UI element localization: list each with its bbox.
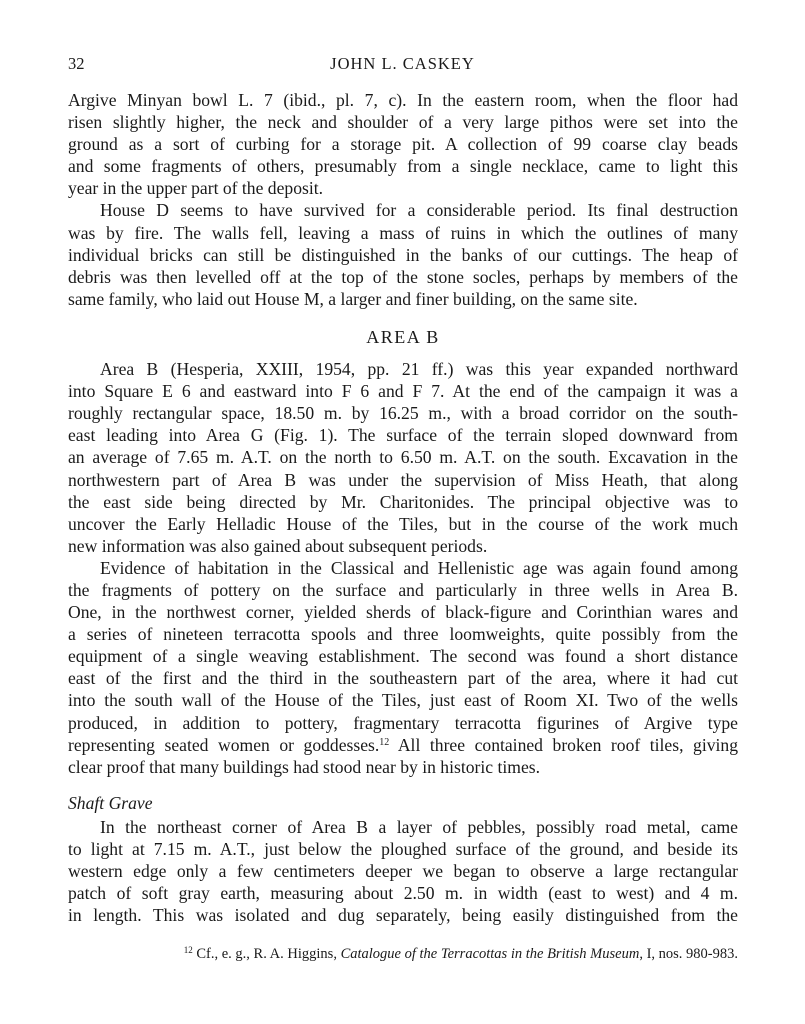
paragraph	[68, 358, 738, 557]
text-line: in length. This was isolated and dug separately, being easily distinguished from the	[68, 905, 738, 926]
text-line: western edge only a few centimeters deeper we began to observe a large rectangular	[68, 861, 738, 882]
page-number: 32	[68, 54, 85, 73]
page-header	[68, 54, 737, 78]
text-line: risen slightly higher, the neck and shoulder of a very large pithos were set into the	[68, 112, 738, 133]
paragraph	[68, 816, 738, 926]
text-line: roughly rectangular space, 18.50 m. by 16.25 m., with a broad corridor on the south-	[68, 403, 738, 424]
text-line: Area B (Hesperia, XXIII, 1954, pp. 21 ff.) was this year expanded northward	[100, 359, 738, 380]
text-line: House D seems to have survived for a considerable period. Its final destruction	[100, 200, 738, 221]
text-line-with-footnote-ref	[68, 734, 738, 756]
text-line: new information was also gained about subsequent periods.	[68, 535, 488, 556]
paragraph	[68, 89, 738, 199]
paragraph	[68, 199, 738, 309]
text-line: Evidence of habitation in the Classical and Hellenistic age was again found among	[100, 557, 738, 578]
text-line: east leading into Area G (Fig. 1). The surface of the terrain sloped downward from	[68, 425, 738, 446]
body-text	[68, 89, 738, 926]
text-line: and some fragments of others, presumably from a single necklace, came to light this	[68, 156, 738, 177]
text-line: into the south wall of the House of the Tiles, just east of Room XI. Two of the wells	[68, 690, 738, 711]
text-line: the east side being directed by Mr. Charitonides. The principal objective was to	[68, 491, 738, 512]
text-line: an average of 7.65 m. A.T. on the north to 6.50 m. A.T. on the south. Excavation in the	[68, 447, 738, 468]
text-line: In the northeast corner of Area B a layer of pebbles, possibly road metal, came	[100, 816, 738, 837]
text-line: the fragments of pottery on the surface and particularly in three wells in Area B.	[68, 579, 738, 600]
text-line: uncover the Early Helladic House of the Tiles, but in the course of the work much	[68, 513, 738, 534]
text-line: ground as a sort of curbing for a storage pit. A collection of 99 coarse clay beads	[68, 134, 738, 155]
text-line: into Square E 6 and eastward into F 6 and F 7. At the end of the campaign it was a	[68, 381, 738, 402]
subheading: Shaft Grave	[68, 792, 153, 813]
text-line: clear proof that many buildings had stood near by in historic times.	[68, 756, 540, 777]
text-line: Argive Minyan bowl L. 7 (ibid., pl. 7, c). In the eastern room, when the floor had	[68, 90, 738, 110]
footnote-reference: 12	[379, 736, 390, 748]
text-segment: All three contained broken roof tiles, giving	[389, 734, 738, 755]
text-line: produced, in addition to pottery, fragmentary terracotta figurines of Argive type	[68, 712, 738, 733]
text-line: debris was then levelled off at the top of the stone socles, perhaps by members of the	[68, 266, 738, 287]
text-line: was by fire. The walls fell, leaving a mass of ruins in which the outlines of many	[68, 222, 738, 243]
footnote-text: , I, nos. 980-983.	[639, 946, 738, 962]
text-line: same family, who laid out House M, a larger and finer building, on the same site.	[68, 288, 638, 309]
section-heading: AREA B	[366, 326, 440, 347]
text-line: patch of soft gray earth, measuring about 2.50 m. in width (east to west) and 4 m.	[68, 883, 738, 904]
paragraph	[68, 557, 738, 778]
text-line: equipment of a single weaving establishment. The second was found a short distance	[68, 646, 738, 667]
text-line: northwestern part of Area B was under the supervision of Miss Heath, that along	[68, 469, 738, 490]
text-line: year in the upper part of the deposit.	[68, 178, 324, 199]
footnote-cited-title: Catalogue of the Terracottas in the British Museum	[340, 946, 640, 962]
footnote-marker: 12	[183, 945, 193, 955]
text-line: east of the first and the third in the southeastern part of the area, where it had cut	[68, 668, 738, 689]
footnote	[68, 946, 738, 963]
text-line: individual bricks can still be distinguished in the banks of our cuttings. The heap of	[68, 244, 738, 265]
text-segment: representing seated women or goddesses.	[68, 734, 380, 755]
text-line: a series of nineteen terracotta spools and three loomweights, quite possibly from the	[68, 624, 738, 645]
text-line: One, in the northwest corner, yielded sherds of black-figure and Corinthian wares and	[68, 602, 738, 623]
text-line: to light at 7.15 m. A.T., just below the ploughed surface of the ground, and beside its	[68, 839, 738, 859]
footnote-text: Cf., e. g., R. A. Higgins,	[192, 946, 341, 962]
running-head: JOHN L. CASKEY	[330, 54, 475, 73]
